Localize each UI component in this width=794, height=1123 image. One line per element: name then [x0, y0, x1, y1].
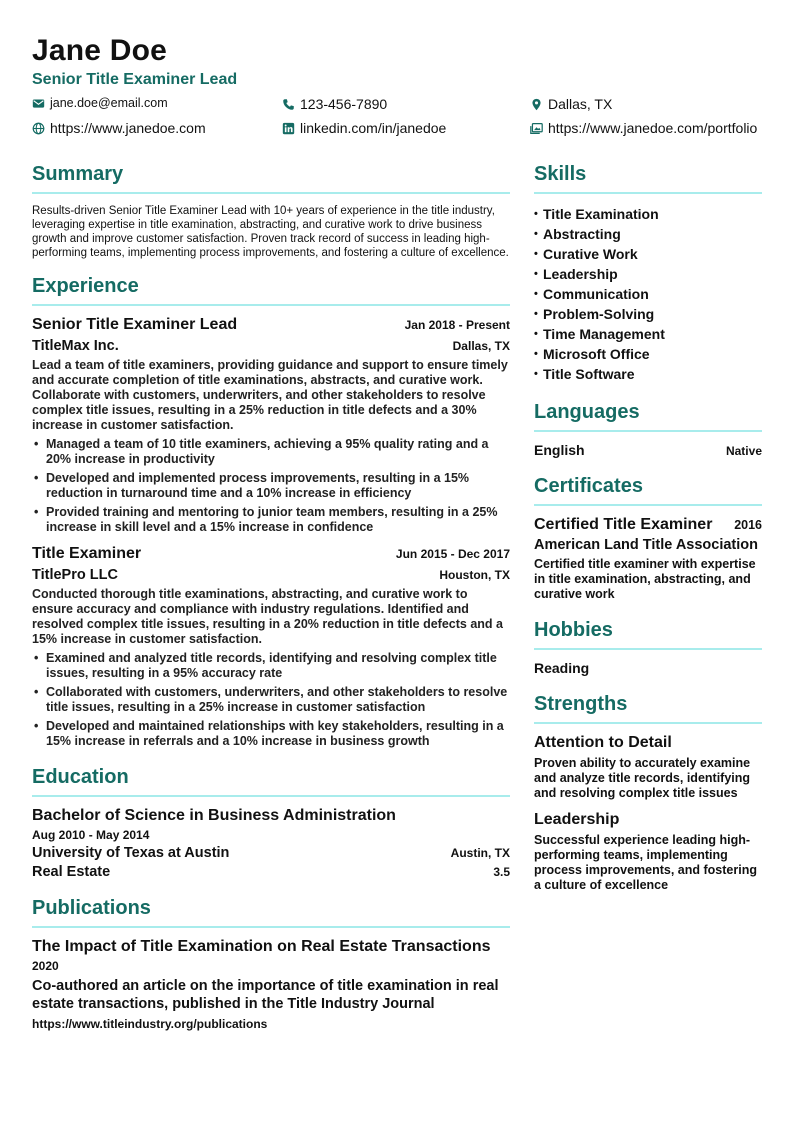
job-location: Dallas, TX	[452, 339, 510, 353]
language-level: Native	[725, 444, 762, 458]
email-text: jane.doe@email.com	[50, 96, 168, 110]
certificate-year: 2016	[734, 518, 762, 532]
contact-phone[interactable]	[282, 96, 387, 112]
contact-website[interactable]	[32, 120, 206, 136]
job-dates: Jun 2015 - Dec 2017	[395, 547, 510, 561]
experience-heading: Experience	[32, 272, 510, 306]
location-text: Dallas, TX	[548, 96, 613, 112]
summary-text: Results-driven Senior Title Examiner Lead with 10+ years of experience in the title industry, leveraging expertise in title examination, abstracting, and curative work to drive business growth and improve customer satisfaction. Proven track record of success in leading high-performing teams, implementing process improvements, and fostering a culture of excellence.	[32, 205, 509, 259]
education-degree: Bachelor of Science in Business Administration	[32, 807, 396, 824]
publication-entry	[32, 938, 510, 1031]
publication-link[interactable]: https://www.titleindustry.org/publications	[32, 1017, 268, 1031]
summary-heading: Summary	[32, 160, 510, 194]
location-pin-icon	[530, 98, 543, 111]
contact-email[interactable]	[32, 96, 168, 110]
hobbies-heading: Hobbies	[534, 616, 762, 650]
job-entry	[32, 545, 510, 749]
skill-item: • Title Examination	[534, 204, 762, 224]
portfolio-text: https://www.janedoe.com/portfolio	[548, 120, 758, 136]
certificates-heading: Certificates	[534, 472, 762, 506]
strength-description: Proven ability to accurately examine and analyze title records, identifying and resolving complex title issues	[534, 756, 751, 800]
strength-entry	[534, 734, 762, 801]
job-bullets	[32, 437, 510, 535]
job-entry	[32, 316, 510, 535]
job-description: Conducted thorough title examinations, abstracting, and curative work to ensure accuracy and compliance with industry regulations. Identified and resolved complex title issues, resulting in a 20% reduction in title defects and a 15% increase in customer satisfaction.	[32, 587, 503, 646]
globe-icon	[32, 122, 45, 135]
strength-title: Leadership	[534, 811, 620, 828]
job-bullet: • Developed and maintained relationships with key stakeholders, resulting in a 15% increase in referrals and a 10% increase in business growth	[32, 719, 510, 749]
candidate-name: Jane Doe	[32, 34, 167, 67]
email-icon	[32, 97, 45, 110]
skill-item: • Curative Work	[534, 244, 762, 264]
job-description: Lead a team of title examiners, providing guidance and support to ensure timely and accurate completion of title examinations, abstracts, and curative work. Collaborate with customers, underwriters, and other stakeholders to resolve complex title issues, resulting in a 25% reduction in title defects and a 30% increase in customer satisfaction.	[32, 358, 508, 432]
publication-title: The Impact of Title Examination on Real Estate Transactions	[32, 938, 491, 955]
publications-heading: Publications	[32, 894, 510, 928]
strength-description: Successful experience leading high-performing teams, implementing process improvements, and fostering a culture of excellence	[534, 833, 757, 892]
publication-year: 2020	[32, 959, 59, 973]
job-company: TitlePro LLC	[32, 567, 118, 583]
contact-portfolio[interactable]	[530, 120, 757, 136]
job-bullet: • Collaborated with customers, underwriters, and other stakeholders to resolve title issues, resulting in a 25% increase in customer satisfaction	[32, 685, 510, 715]
language-name: English	[534, 442, 585, 458]
resume-header	[32, 34, 772, 89]
education-heading: Education	[32, 763, 510, 797]
skill-item: • Problem-Solving	[534, 304, 762, 324]
skill-item: • Abstracting	[534, 224, 762, 244]
certificate-description: Certified title examiner with expertise in title examination, abstracting, and curative work	[534, 557, 756, 601]
side-column	[534, 160, 762, 893]
job-title: Title Examiner	[32, 545, 142, 562]
job-bullets	[32, 651, 510, 749]
job-bullet: • Provided training and mentoring to junior team members, resulting in a 25% increase in skill level and a 15% increase in confidence	[32, 505, 510, 535]
certificate-org: American Land Title Association	[534, 537, 758, 553]
education-school: University of Texas at Austin	[32, 845, 230, 861]
skill-item: • Leadership	[534, 264, 762, 284]
contact-linkedin[interactable]	[282, 120, 446, 136]
strength-title: Attention to Detail	[534, 734, 672, 751]
skill-item: • Microsoft Office	[534, 344, 762, 364]
skills-list	[534, 204, 762, 384]
linkedin-text: linkedin.com/in/janedoe	[300, 120, 447, 136]
job-company: TitleMax Inc.	[32, 338, 119, 354]
skills-heading: Skills	[534, 160, 762, 194]
contact-location	[530, 96, 612, 112]
education-field: Real Estate	[32, 864, 111, 880]
strength-entry	[534, 811, 762, 893]
languages-heading: Languages	[534, 398, 762, 432]
main-column	[32, 160, 510, 1031]
skill-item: • Time Management	[534, 324, 762, 344]
education-dates: Aug 2010 - May 2014	[32, 828, 150, 842]
job-bullet: • Examined and analyzed title records, identifying and resolving complex title issues, resulting in a 95% accuracy rate	[32, 651, 510, 681]
website-text: https://www.janedoe.com	[50, 120, 206, 136]
job-bullet: • Developed and implemented process improvements, resulting in a 15% reduction in turnaround time and a 10% increase in efficiency	[32, 471, 510, 501]
candidate-title: Senior Title Examiner Lead	[32, 71, 238, 88]
portfolio-icon	[530, 122, 543, 135]
certificate-name: Certified Title Examiner	[534, 516, 713, 533]
education-gpa: 3.5	[493, 865, 510, 879]
education-entry	[32, 807, 510, 880]
linkedin-icon	[282, 122, 295, 135]
contact-info	[32, 96, 772, 144]
job-location: Houston, TX	[439, 568, 510, 582]
education-location: Austin, TX	[450, 846, 510, 860]
strengths-heading: Strengths	[534, 690, 762, 724]
publication-description: Co-authored an article on the importance of title examination in real estate transactions, published in the Title Industry Journal	[32, 978, 499, 1012]
certificate-entry	[534, 516, 762, 602]
language-entry	[534, 442, 762, 458]
skill-item: • Communication	[534, 284, 762, 304]
phone-text: 123-456-7890	[300, 96, 388, 112]
phone-icon	[282, 98, 295, 111]
hobby-item: Reading	[534, 660, 590, 676]
job-title: Senior Title Examiner Lead	[32, 316, 238, 333]
job-dates: Jan 2018 - Present	[404, 318, 510, 332]
skill-item: • Title Software	[534, 364, 762, 384]
job-bullet: • Managed a team of 10 title examiners, achieving a 95% quality rating and a 20% increase in productivity	[32, 437, 510, 467]
